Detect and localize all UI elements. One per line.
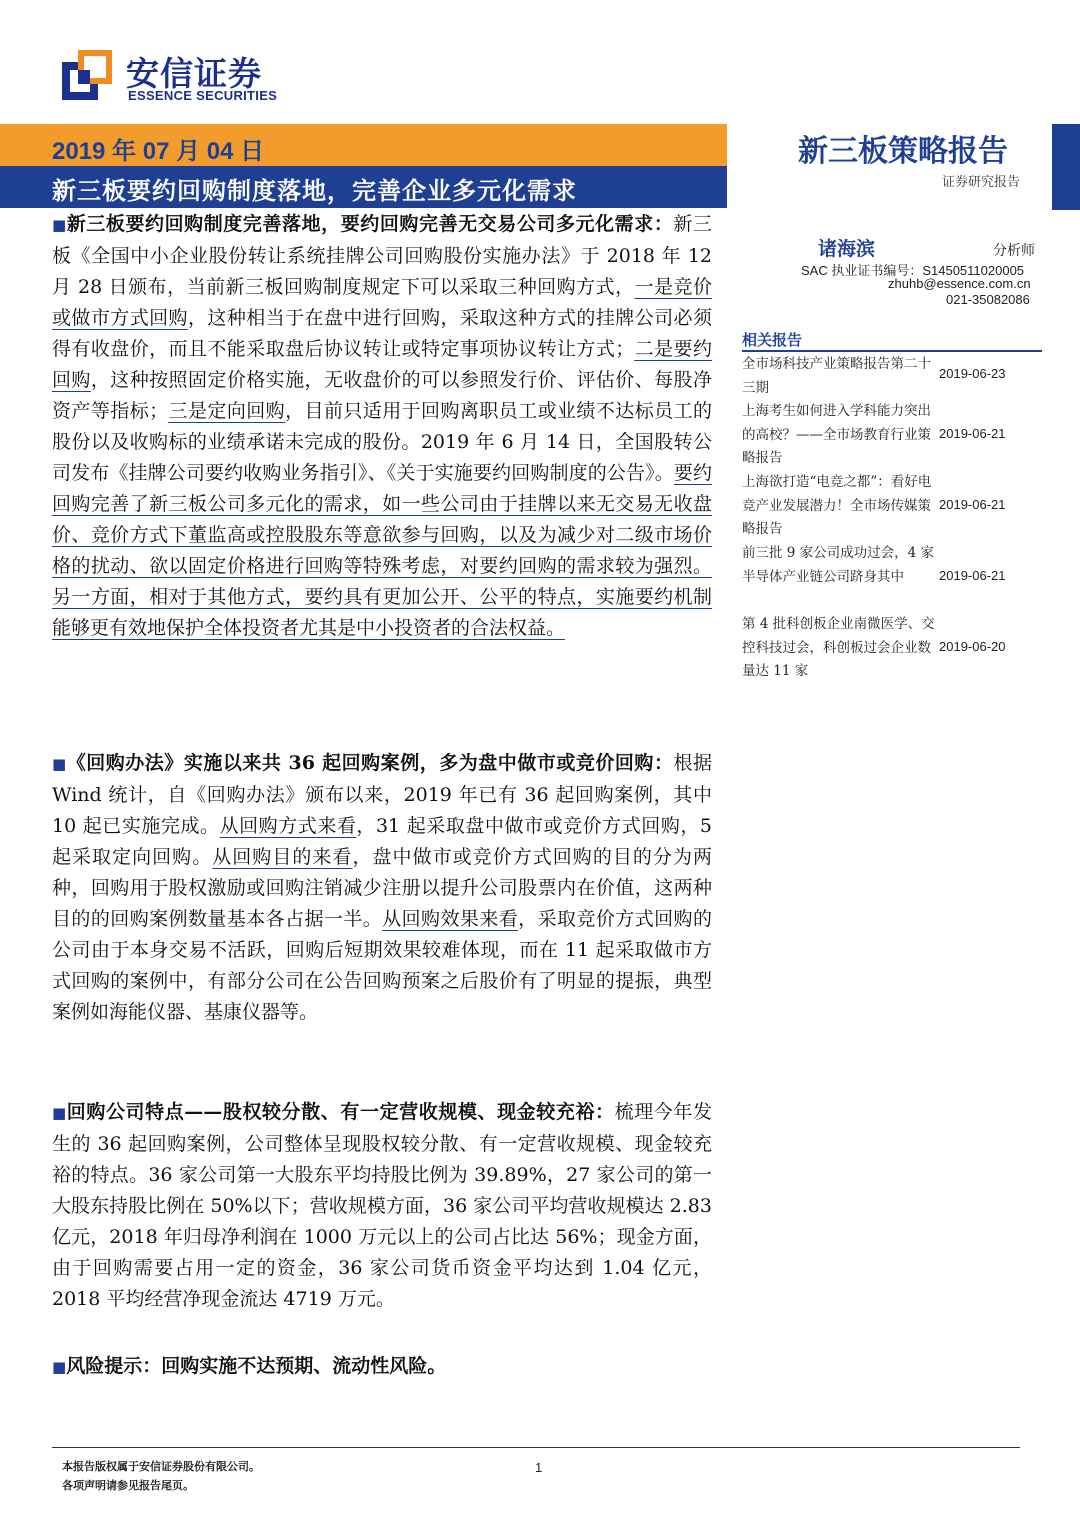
section-buyback-system [52, 209, 712, 644]
brand-name-cn: 安信证券 [126, 54, 262, 93]
report-subtype: 证券研究报告 [942, 175, 1021, 190]
brand-name-en: ESSENCE SECURITIES [128, 88, 278, 103]
report-date: 2019 年 07 月 04 日 [52, 138, 265, 165]
underlined-text: 二是要约回购 [52, 338, 712, 391]
section-company-features [52, 1097, 712, 1315]
related-report-date: 2019-06-20 [939, 639, 1006, 654]
related-report-date: 2019-06-21 [939, 426, 1006, 441]
bullet-icon: ■ [52, 1104, 67, 1122]
related-report-date: 2019-06-21 [939, 568, 1006, 583]
footer-divider [52, 1447, 1020, 1448]
analyst-cert: SAC 执业证书编号：S1450511020005 [801, 263, 1025, 278]
body-text: ，目前只适用于回购离职员工或业绩不达标员工的股份以及收购标的业绩承诺未完成的股份。2019 年 6 月 14 日，全国股转公司发布《挂牌公司要约收购业务指引》、《关于实施要约回购制度的公告》。 [52, 400, 712, 484]
underlined-text: 从回购目的来看 [212, 846, 353, 868]
section-heading: 《回购办法》实施以来共 36 起回购案例，多为盘中做市或竞价回购： [66, 752, 674, 774]
report-type: 新三板策略报告 [798, 134, 1008, 169]
header-accent-bar [1052, 124, 1080, 210]
related-report-date: 2019-06-23 [939, 366, 1006, 381]
related-report-title[interactable]: 上海考生如何进入学科能力突出的高校？——全市场教育行业策略报告 [742, 403, 931, 466]
underlined-text: 三是定向回购 [168, 400, 286, 422]
essence-logo-icon [62, 50, 112, 100]
related-reports-divider [742, 350, 1042, 352]
bullet-icon: ■ [52, 1358, 67, 1376]
analyst-email[interactable]: zhuhb@essence.com.cn [888, 276, 1031, 291]
related-report-title[interactable]: 前三批 9 家公司成功过会，4 家半导体产业链公司跻身其中 [742, 545, 935, 585]
section-heading: 风险提示：回购实施不达预期、流动性风险。 [66, 1355, 447, 1377]
analyst-role: 分析师 [993, 243, 1035, 259]
section-buyback-cases [52, 748, 712, 1028]
footer-copyright: 本报告版权属于安信证券股份有限公司。 [62, 1460, 260, 1473]
underlined-text: 从回购效果来看 [382, 908, 519, 930]
body-text: 根据 Wind 统计，自《回购办法》颁布以来，2019 年已有 36 起回购案例，其中 10 起已实施完成。 [52, 752, 712, 837]
bullet-icon: ■ [52, 755, 67, 773]
footer-disclaimer: 各项声明请参见报告尾页。 [62, 1479, 194, 1492]
related-report-title[interactable]: 第 4 批科创板企业南微医学、交控科技过会，科创板过会企业数量达 11 家 [742, 616, 935, 679]
section-heading: 新三板要约回购制度完善落地，要约回购完善无交易公司多元化需求： [66, 213, 674, 235]
body-text: 新三板《全国中小企业股份转让系统挂牌公司回购股份实施办法》于 2018 年 12 月 28 日颁布，当前新三板回购制度规定下可以采取三种回购方式， [52, 213, 712, 298]
analyst-name: 诸海滨 [818, 238, 876, 260]
body-text: ，采取竞价方式回购的公司由于本身交易不活跃，回购后短期效果较难体现，而在 11 起采取做市方式回购的案例中，有部分公司在公告回购预案之后股价有了明显的提振，典型案例如海能仪器、基康仪器等。 [52, 908, 712, 1023]
section-risk [52, 1351, 712, 1383]
body-text: ，盘中做市或竞价方式回购的目的分为两种，回购用于股权激励或回购注销减少注册以提升公司股票内在价值，这两种目的的回购案例数量基本各占据一半。 [52, 846, 712, 930]
report-headline: 新三板要约回购制度落地，完善企业多元化需求 [52, 176, 577, 205]
body-text: ，这种相当于在盘中进行回购，采取这种方式的挂牌公司必须得有收盘价，而且不能采取盘后协议转让或特定事项协议转让方式； [52, 307, 712, 360]
underlined-text: 从回购方式来看 [219, 815, 357, 837]
bullet-icon: ■ [52, 216, 67, 234]
body-text: ，31 起采取盘中做市或竞价方式回购，5 起采取定向回购。 [52, 815, 712, 868]
underlined-text: 一是竞价或做市方式回购 [52, 276, 712, 329]
page-number: 1 [535, 1460, 543, 1475]
related-report-title[interactable]: 全市场科技产业策略报告第二十三期 [742, 356, 931, 396]
body-text: 梳理今年发生的 36 起回购案例，公司整体呈现股权较分散、有一定营收规模、现金较充裕的特点。36 家公司第一大股东平均持股比例为 39.89%，27 家公司的第一大股东持股比例在 50%以下；营收规模方面，36 家公司平均营收规模达 2.83 亿元，2018 年归母净利润在 1000 万元以上的公司占比达 56%；现金方面，由于回购需要占用一定的资金，36 家公司货币资金平均达到 1.04 亿元，2018 平均经营净现金流达 4719 万元。 [52, 1101, 712, 1310]
related-report-date: 2019-06-21 [939, 497, 1006, 512]
analyst-phone: 021-35082086 [946, 292, 1030, 307]
section-heading: 回购公司特点——股权较分散、有一定营收规模、现金较充裕： [66, 1101, 615, 1123]
underlined-text: 要约回购完善了新三板公司多元化的需求，如一些公司由于挂牌以来无交易无收盘价、竞价方式下董监高或控股股东等意欲参与回购，以及为减少对二级市场价格的扰动、欲以固定价格进行回购等特殊考虑，对要约回购的需求较为强烈。另一方面，相对于其他方式，要约具有更加公开、公平的特点，实施要约机制能够更有效地保护全体投资者尤其是中小投资者的合法权益。 [52, 462, 712, 639]
related-report-title[interactable]: 上海欲打造“电竞之都”：看好电竞产业发展潜力！全市场传媒策略报告 [742, 474, 932, 537]
body-text: ，这种按照固定价格实施，无收盘价的可以参照发行价、评估价、每股净资产等指标； [52, 369, 712, 422]
related-reports-title: 相关报告 [742, 331, 803, 349]
